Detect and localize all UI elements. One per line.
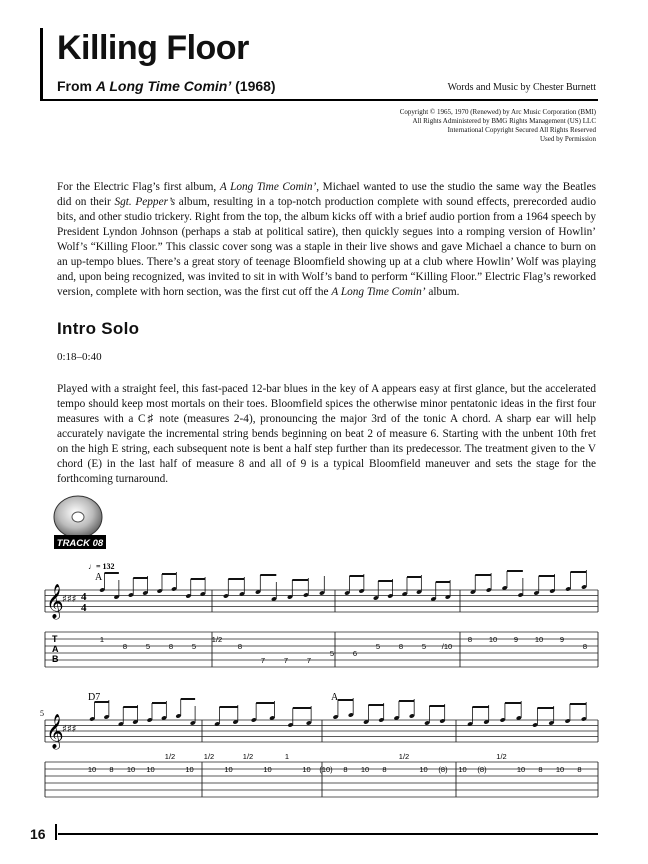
tab-number: 5 — [145, 642, 151, 651]
intro-album: Sgt. Pepper’s — [114, 196, 176, 208]
time-signature: 4 — [81, 602, 87, 614]
tab-number: (8) — [477, 765, 487, 774]
key-signature: ♯♯♯ — [62, 594, 77, 605]
intro-text: , Michael wanted to use the studio the same way the Beatles did on their — [57, 181, 596, 208]
time-signature: 4 — [81, 591, 87, 603]
treble-clef: 𝄞 — [46, 584, 64, 619]
cd-hole — [72, 512, 84, 522]
key-signature: ♯♯♯ — [62, 724, 77, 735]
tab-number: 9 — [513, 635, 519, 644]
tab-number: 8 — [582, 642, 588, 651]
tab-number: 5 — [191, 642, 197, 651]
tab-number: 10 — [126, 765, 136, 774]
tab-number: /10 — [441, 642, 453, 651]
tab-clef: T — [52, 634, 58, 644]
section-description: Played with a straight feel, this fast-paced 12-bar blues in the key of A appears easy at first glance, but the accelerated tempo should keep most mortals on their toes. Bloomfield spices the otherwise minor pentatonic ideas in the first four measures with a C♯ note (measures 2-4), pronouncing the major 3rd of the tonic A chord. A sharp ear will help accurately navigate the incremental string bends beginning on beat 2 of measure 6. Starting with the unbent 10th fret on the high E string, each subsequent note is bent a half step further than its predecessor. The treatment given to the V chord (E) in the last half of measure 8 and all of 9 is a typical Bloomfield maneuver and sets the stage for the forthcoming turnaround. — [57, 383, 596, 485]
title-accent-bar — [40, 28, 43, 100]
tab-number: 8 — [237, 642, 243, 651]
tab-number: 9 — [559, 635, 565, 644]
tab-number: 8 — [168, 642, 174, 651]
tab-number: 8 — [122, 642, 128, 651]
copyright-line: All Rights Administered by BMG Rights Management (US) LLC — [412, 117, 596, 125]
footer-tick — [55, 824, 57, 840]
timestamp: 0:18–0:40 — [57, 351, 102, 363]
title-rule — [40, 99, 598, 101]
songwriter-credit: Words and Music by Chester Burnett — [447, 82, 596, 93]
album-year: (1968) — [231, 78, 276, 94]
tab-number: 10 — [146, 765, 155, 774]
tab-number: 10 — [360, 765, 370, 774]
tab-number: (10) — [319, 765, 333, 774]
copyright-line: Copyright © 1965, 1970 (Renewed) by Arc Music Corporation (BMI) — [399, 108, 596, 116]
copyright-line: International Copyright Secured All Rights Reserved — [447, 126, 596, 134]
measure-number: 5 — [40, 709, 44, 718]
intro-text: album, resulting in a top-notch production complete with sound effects, prerecorded audio bits, and other studio trickery. Right from the top, the album kicks off with a brief audio portion from a 1964 speech by President Lyndon Johnson (perhaps a stab at political satire), then quickly segues into a romping version of Howlin’ Wolf’s “Killing Floor.” This classic cover song was a staple in their live shows and gave Michael a chance to burn on an up-tempo blues. There’s a great story of teenage Bloomfield showing up at a club where Howlin’ Wolf was playing and, upon being recognized, was invited to sit in with Wolf’s band to perform “Killing Floor.” Electric Flag’s reworked version, complete with horn section, was the first cut off the — [57, 196, 596, 298]
intro-text: album. — [425, 286, 460, 298]
tempo-marking: ♩= 132 — [88, 562, 115, 571]
tab-number: 8 — [382, 765, 387, 774]
notation-system-1 — [45, 562, 598, 667]
chord-symbol: A — [95, 572, 103, 583]
intro-text: For the Electric Flag’s first album, — [57, 181, 220, 193]
album-name: A Long Time Comin’ — [95, 78, 232, 94]
tab-number: 10 — [224, 765, 233, 774]
track-label: TRACK 08 — [56, 538, 104, 549]
copyright-line: Used by Permission — [540, 135, 596, 143]
tab-number: 10 — [263, 765, 272, 774]
tab-number: 1/2 — [398, 752, 410, 761]
tab-number: 5 — [329, 649, 335, 658]
tab-number: 1/2 — [203, 752, 215, 761]
music-notation — [40, 560, 600, 810]
tab-number: 7 — [283, 656, 289, 665]
tab-number: 8 — [109, 765, 114, 774]
tab-number: 8 — [467, 635, 473, 644]
chord-symbol: A — [331, 692, 339, 703]
tab-number: 1 — [284, 752, 290, 761]
tab-number: 10 — [534, 635, 544, 644]
tab-number: 1/2 — [242, 752, 254, 761]
intro-album: A Long Time Comin’ — [219, 181, 317, 193]
tab-number: 10 — [87, 765, 97, 774]
tab-number: 6 — [352, 649, 358, 658]
tab-clef: A — [52, 644, 59, 654]
tab-number: 10 — [458, 765, 467, 774]
album-subtitle — [57, 78, 276, 94]
copyright-notice — [400, 108, 596, 144]
tab-number: (8) — [438, 765, 448, 774]
tab-number: 8 — [538, 765, 543, 774]
notation-system-2 — [40, 692, 598, 797]
subtitle-prefix: From — [57, 78, 96, 94]
section-heading: Intro Solo — [57, 319, 140, 338]
page-number: 16 — [30, 826, 46, 842]
tab-number: 10 — [555, 765, 565, 774]
tab-clef: B — [52, 654, 59, 664]
treble-clef: 𝄞 — [46, 714, 64, 749]
tab-number: 5 — [421, 642, 427, 651]
chord-symbol: D7 — [88, 692, 101, 703]
tab-number: 1/2 — [496, 752, 507, 761]
tab-number: 8 — [343, 765, 348, 774]
tab-number: 5 — [375, 642, 381, 651]
cd-track-icon — [52, 495, 108, 555]
tab-number: 1/2 — [164, 752, 176, 761]
tab-number: 10 — [185, 765, 194, 774]
tab-number: 10 — [419, 765, 428, 774]
tab-number: 10 — [302, 765, 311, 774]
tab-number: 7 — [260, 656, 266, 665]
intro-paragraph — [57, 180, 596, 300]
intro-album: A Long Time Comin’ — [331, 286, 426, 298]
tab-number: 1 — [99, 635, 105, 644]
song-title: Killing Floor — [57, 29, 249, 67]
tab-number: 7 — [306, 656, 312, 665]
tab-number: 1/2 — [211, 635, 223, 644]
tab-number: 8 — [577, 765, 582, 774]
tab-number: 8 — [398, 642, 404, 651]
tab-number: 10 — [488, 635, 498, 644]
tab-number: 10 — [516, 765, 526, 774]
footer-rule — [58, 833, 598, 835]
